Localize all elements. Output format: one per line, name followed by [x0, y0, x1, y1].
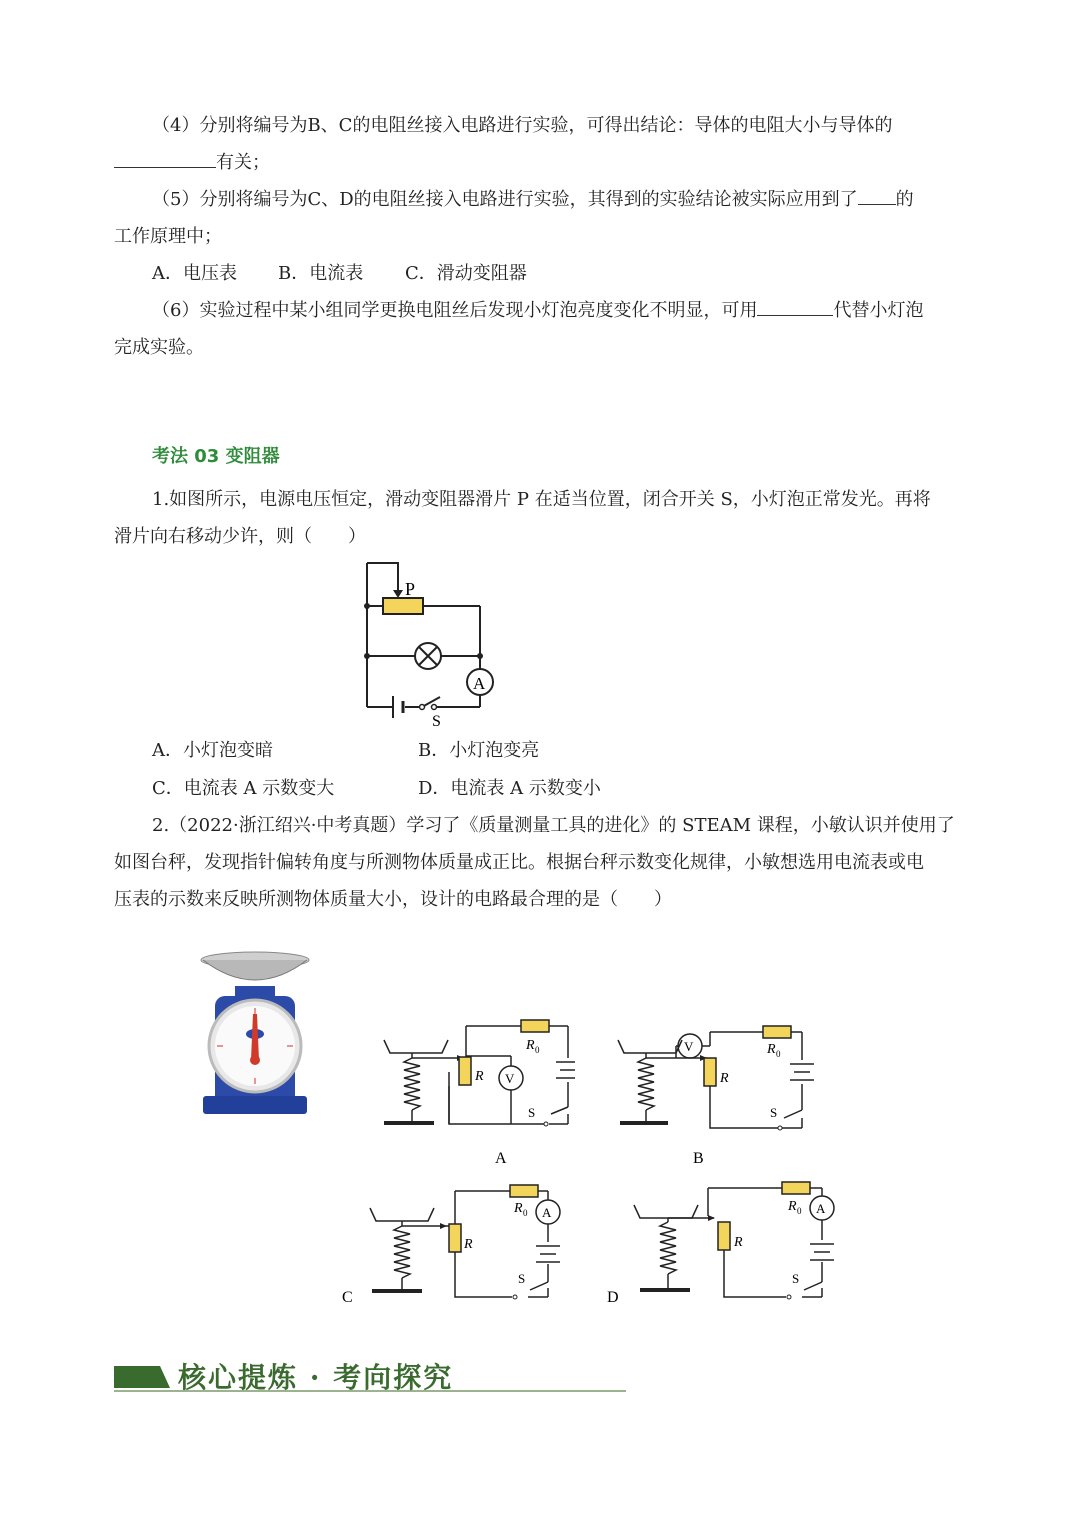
q5-line1-text: （5）分别将编号为C、D的电阻丝接入电路进行实验，其得到的实验结论被实际应用到了	[152, 189, 858, 210]
q5-option-a: A．电压表	[152, 263, 237, 284]
q5-line1-tail: 的	[895, 189, 914, 210]
q4-line2	[114, 149, 270, 177]
p1-option-c: C．电流表 A 示数变大	[152, 778, 335, 799]
q5-option-c: C．滑动变阻器	[405, 263, 527, 284]
p2-line2: 如图台秤，发现指针偏转角度与所测物体质量成正比。根据台秤示数变化规律，小敏想选用电流表或电	[114, 852, 924, 873]
resistor-r0-sub: 0	[535, 1045, 540, 1055]
q6-line1	[152, 297, 923, 325]
circuit-a-diagram	[375, 1015, 575, 1170]
circuit-d-label: D	[607, 1289, 619, 1306]
ammeter-label: A	[542, 1205, 552, 1220]
slider-p-label: P	[405, 579, 416, 599]
p2-line3: 压表的示数来反映所测物体质量大小，设计的电路最合理的是（ ）	[114, 889, 672, 910]
ammeter-label: A	[473, 674, 486, 693]
answer-blank[interactable]	[114, 149, 216, 168]
answer-blank[interactable]	[858, 186, 896, 205]
switch-label: S	[792, 1271, 800, 1286]
q5-line2: 工作原理中；	[114, 226, 222, 247]
resistor-r0-sub: 0	[797, 1206, 802, 1216]
p2-line1: 2.（2022·浙江绍兴·中考真题）学习了《质量测量工具的进化》的 STEAM 课程，小敏认识并使用了	[152, 815, 955, 836]
q4-line2-text: 有关；	[216, 152, 270, 173]
circuit-b-diagram	[610, 1015, 820, 1170]
resistor-r-label: R	[734, 1235, 743, 1250]
resistor-r0-label: R	[526, 1038, 535, 1053]
answer-blank[interactable]	[757, 297, 833, 316]
circuit-c-diagram	[335, 1180, 565, 1310]
q5-option-b: B．电流表	[278, 263, 364, 284]
voltmeter-label: V	[684, 1039, 694, 1054]
q6-line2: 完成实验。	[114, 337, 204, 358]
banner-title: 核心提炼 · 考向探究	[178, 1361, 454, 1394]
q6-line1-tail: 代替小灯泡	[833, 300, 924, 321]
switch-label: S	[432, 713, 441, 730]
switch-label: S	[518, 1271, 526, 1286]
resistor-r0-sub: 0	[776, 1049, 781, 1059]
circuit-b-label: B	[693, 1150, 704, 1167]
p1-line1: 1.如图所示，电源电压恒定，滑动变阻器滑片 P 在适当位置，闭合开关 S，小灯泡正常发光。再将	[152, 489, 931, 510]
resistor-r0-sub: 0	[523, 1208, 528, 1218]
p1-circuit-diagram	[355, 558, 505, 730]
circuit-d-diagram	[600, 1178, 840, 1310]
circuit-a-label: A	[495, 1150, 507, 1167]
voltmeter-label: V	[505, 1071, 515, 1086]
ammeter-label: A	[816, 1201, 826, 1216]
switch-label: S	[528, 1105, 536, 1120]
platform-scale-image	[195, 948, 315, 1116]
resistor-r0-label: R	[767, 1042, 776, 1057]
section-title: 考法 03 变阻器	[152, 446, 280, 467]
resistor-r-label: R	[464, 1237, 473, 1252]
resistor-r-label: R	[475, 1069, 484, 1084]
resistor-r0-label: R	[514, 1201, 523, 1216]
p1-option-b: B．小灯泡变亮	[418, 740, 540, 761]
p1-option-d: D．电流表 A 示数变小	[418, 778, 601, 799]
resistor-r-label: R	[720, 1071, 729, 1086]
circuit-c-label: C	[342, 1289, 353, 1306]
q4-line1: （4）分别将编号为B、C的电阻丝接入电路进行实验，可得出结论：导体的电阻大小与导体的	[152, 115, 893, 136]
p1-option-a: A．小灯泡变暗	[152, 740, 273, 761]
q6-line1-text: （6）实验过程中某小组同学更换电阻丝后发现小灯泡亮度变化不明显，可用	[152, 300, 758, 321]
switch-label: S	[770, 1105, 778, 1120]
resistor-r0-label: R	[788, 1199, 797, 1214]
q5-line1	[152, 186, 914, 214]
p1-line2: 滑片向右移动少许，则（ ）	[114, 526, 366, 547]
